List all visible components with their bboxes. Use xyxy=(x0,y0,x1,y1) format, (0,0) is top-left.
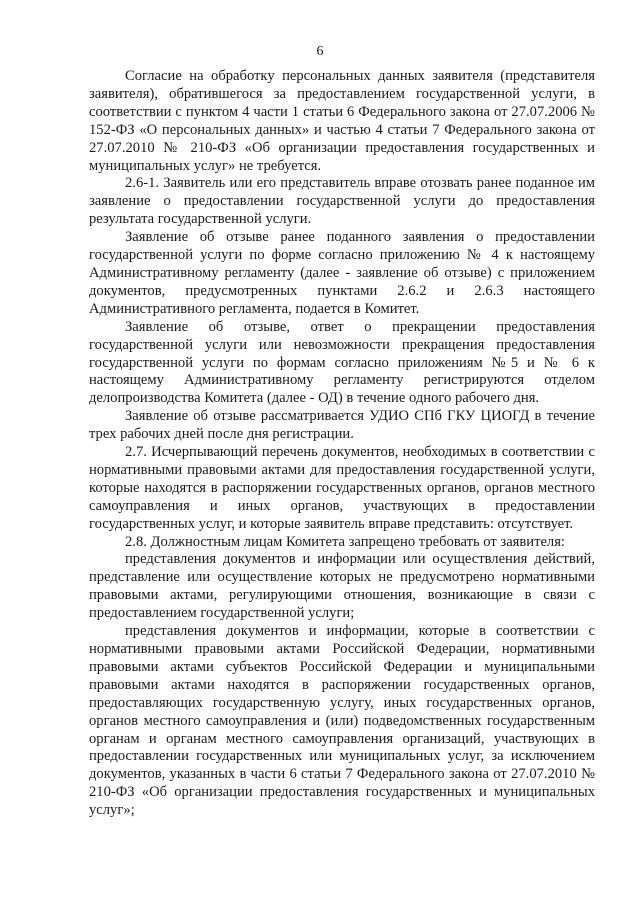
paragraph-2-6-1: 2.6-1. Заявитель или его представитель вправе отозвать ранее поданное им заявление о предоставлении государственной услуги до предоставления результата государственной услуги. xyxy=(89,175,595,228)
paragraph-withdrawal-application: Заявление об отзыве ранее поданного заявления о предоставлении государственной услуги по форме согласно приложению № 4 к настоящему Административному регламенту (далее - заявление об отзыве) с приложением документов, предусмотренных пунктами 2.6.2 и 2.6.3 настоящего Административного регламента, подается в Комитет. xyxy=(89,229,595,317)
document-body xyxy=(89,68,595,820)
paragraph-consent: Согласие на обработку персональных данных заявителя (представителя заявителя), обратившегося за предоставлением государственной услуги, в соответствии с пунктом 4 части 1 статьи 6 Федерального закона от 27.07.2006 № 152-ФЗ «О персональных данных» и частью 4 статьи 7 Федерального закона от 27.07.2010 № 210-ФЗ «Об организации предоставления государственных и муниципальных услуг» не требуется. xyxy=(89,68,595,174)
paragraph-withdrawal-registration: Заявление об отзыве, ответ о прекращении предоставления государственной услуги или невозможности прекращения предоставления государственной услуги по формам согласно приложениям №5 и № 6 к настоящему Административному регламенту регистрируются отделом делопроизводства Комитета (далее - ОД) в течение одного рабочего дня. xyxy=(89,318,595,407)
page-number: 6 xyxy=(316,44,324,59)
paragraph-prohibition-1: представления документов и информации или осуществления действий, представление или осуществление которых не предусмотрено нормативными правовыми актами, регулирующими отношения, возникающие в связи с предоставлением государственной услуги; xyxy=(89,551,595,622)
paragraph-2-8: 2.8. Должностным лицам Комитета запрещено требовать от заявителя: xyxy=(125,533,565,550)
paragraph-prohibition-2: представления документов и информации, которые в соответствии с нормативными правовыми актами Российской Федерации, нормативными правовыми актами субъектов Российской Федерации и муниципальными правовыми актами находятся в распоряжении государственных органов, предоставляющих государственную услугу, иных государственных органов, органов местного самоуправления и (или) подведомственных государственным органам и органам местного самоуправления организаций, участвующих в предоставлении государственных или муниципальных услуг, за исключением документов, указанных в части 6 статьи 7 Федерального закона от 27.07.2010 № 210-ФЗ «Об организации предоставления государственных и муниципальных услуг»; xyxy=(89,623,595,819)
paragraph-2-7: 2.7. Исчерпывающий перечень документов, необходимых в соответствии с нормативными правовыми актами для предоставления государственной услуги, которые находятся в распоряжении государственных органов, органов местного самоуправления и иных органов, участвующих в предоставлении государственных услуг, и которые заявитель вправе представить: отсутствует. xyxy=(89,444,595,532)
paragraph-withdrawal-review: Заявление об отзыве рассматривается УДИО СПб ГКУ ЦИОГД в течение трех рабочих дней после дня регистрации. xyxy=(89,408,595,443)
